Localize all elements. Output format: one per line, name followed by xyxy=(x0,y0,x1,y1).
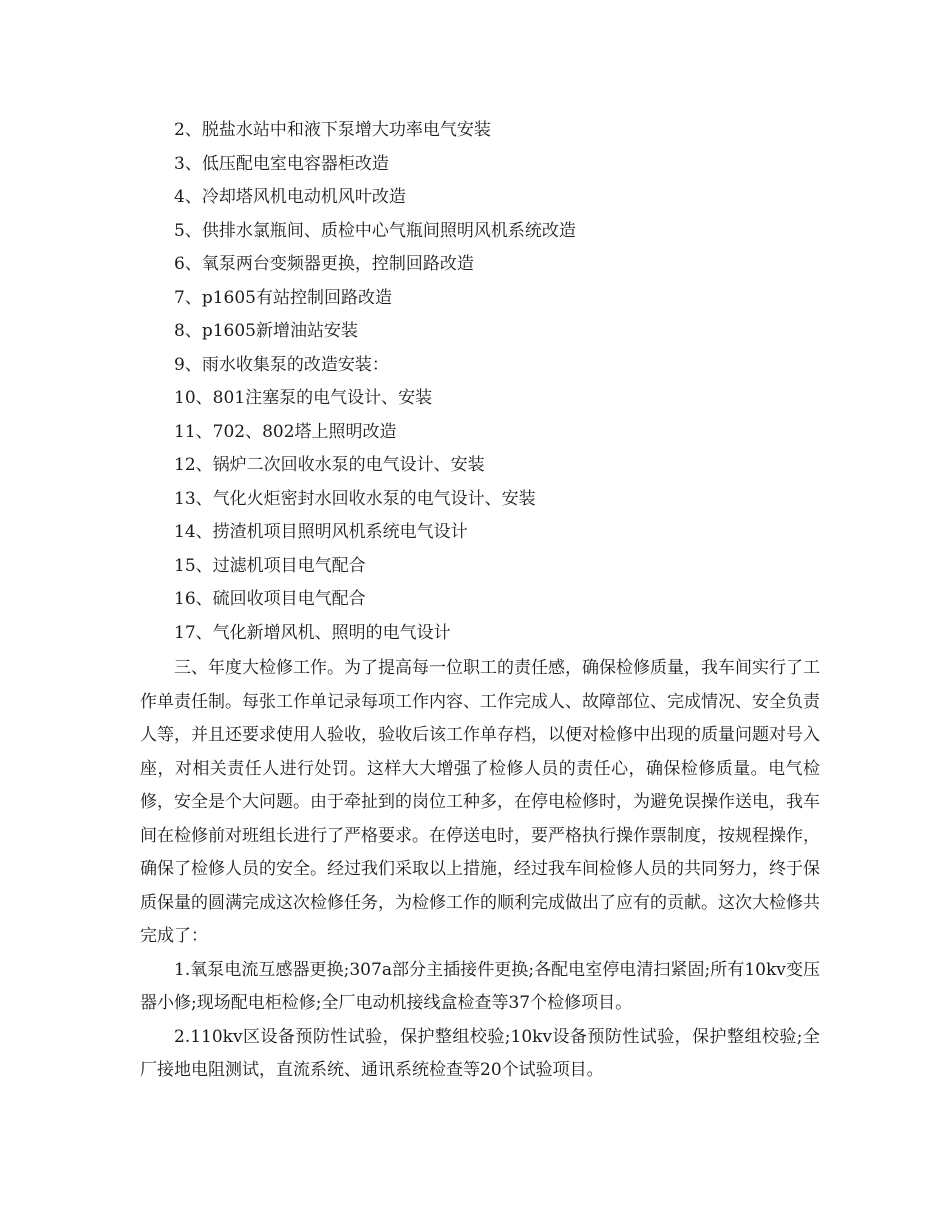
list-item: 10、801注塞泵的电气设计、安装 xyxy=(174,388,433,408)
list-item: 3、低压配电室电容器柜改造 xyxy=(174,153,389,174)
list-item: 9、雨水收集泵的改造安装： xyxy=(174,354,389,375)
list-item: 16、硫回收项目电气配合 xyxy=(174,589,366,609)
list-item: 11、702、802塔上照明改造 xyxy=(174,421,397,442)
list-item: 4、冷却塔风机电动机风叶改造 xyxy=(174,187,406,207)
paragraph-repair-items: 1.氧泵电流互感器更换;307a部分主插接件更换;各配电室停电清扫紧固;所有10kv变压器小修;现场配电柜检修;全厂电动机接线盒检查等37个检修项目。 xyxy=(140,959,820,1013)
list-item: 17、气化新增风机、照明的电气设计 xyxy=(174,622,451,643)
list-item: 6、氧泵两台变频器更换，控制回路改造 xyxy=(174,254,474,274)
list-item: 12、锅炉二次回收水泵的电气设计、安装 xyxy=(174,455,485,475)
list-item: 5、供排水氯瓶间、质检中心气瓶间照明风机系统改造 xyxy=(174,220,576,241)
paragraph-overhaul: 三、年度大检修工作。为了提高每一位职工的责任感，确保检修质量，我车间实行了工作单责任制。每张工作单记录每项工作内容、工作完成人、故障部位、完成情况、安全负责人等，并且还要求使用人验收，验收后该工作单存档，以便对检修中出现的质量问题对号入座，对相关责任人进行处罚。这样大大增强了检修人员的责任心，确保检修质量。电气检修，安全是个大问题。由于牵扯到的岗位工种多，在停电检修时，为避免误操作送电，我车间在检修前对班组长进行了严格要求。在停送电时，要严格执行操作票制度，按规程操作，确保了检修人员的安全。经过我们采取以上措施，经过我车间检修人员的共同努力，终于保质保量的圆满完成这次检修任务，为检修工作的顺利完成做出了应有的贡献。这次大检修共完成了： xyxy=(140,658,820,946)
list-item: 13、气化火炬密封水回收水泵的电气设计、安装 xyxy=(174,488,536,509)
list-item: 14、捞渣机项目照明风机系统电气设计 xyxy=(174,522,468,542)
list-item: 8、p1605新增油站安装 xyxy=(174,321,358,341)
project-list xyxy=(174,114,854,650)
list-item: 7、p1605有站控制回路改造 xyxy=(174,287,392,308)
paragraph-test-items: 2.110kv区设备预防性试验，保护整组校验;10kv设备预防性试验，保护整组校验;全厂接地电阻测试，直流系统、通讯系统检查等20个试验项目。 xyxy=(140,1026,820,1080)
body-text xyxy=(140,652,820,1088)
list-item: 2、脱盐水站中和液下泵增大功率电气安装 xyxy=(174,120,491,140)
list-item: 15、过滤机项目电气配合 xyxy=(174,555,366,576)
